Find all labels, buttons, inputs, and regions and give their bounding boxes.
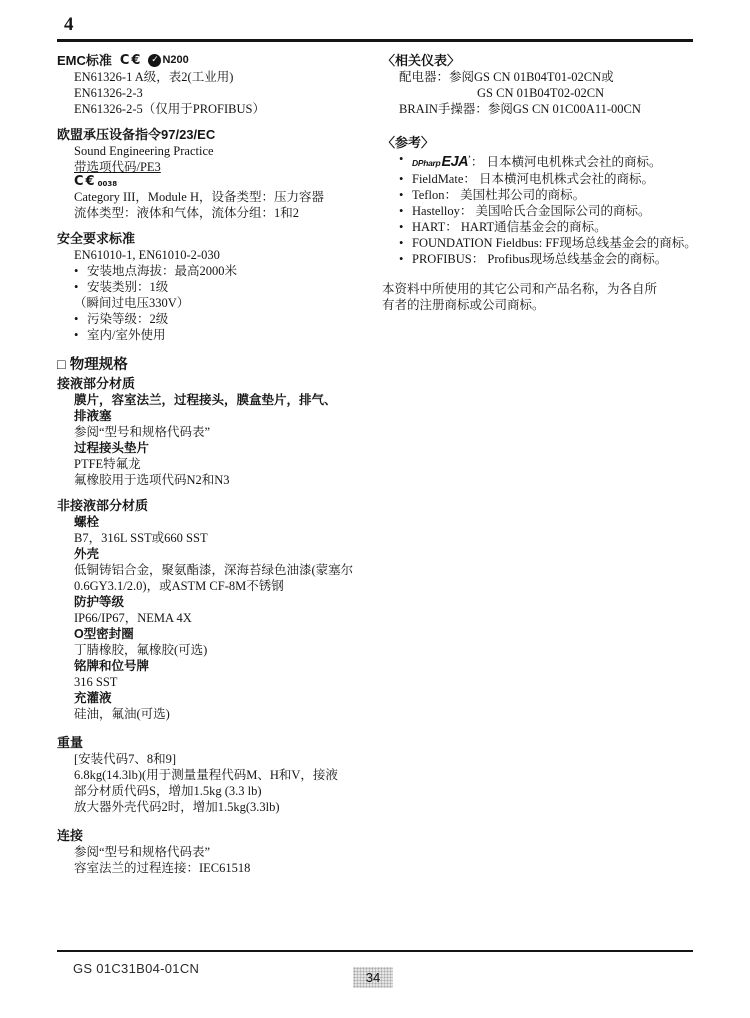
trademark-note-line: 有者的注册商标或公司商标。	[382, 298, 545, 313]
footer-rule	[57, 950, 693, 952]
section-connection	[57, 827, 379, 876]
oring-value: 丁腈橡胶，氟橡胶(可选)	[74, 643, 208, 657]
bullet-icon: •	[74, 328, 79, 342]
physical-title-row	[57, 355, 379, 375]
bullet-icon: •	[74, 280, 79, 294]
reference-item: • Teflon： 美国杜邦公司的商标。	[399, 188, 586, 203]
emc-item: EN61326-1 A级，表2(工业用)	[74, 70, 234, 84]
page-number-badge	[353, 967, 393, 988]
safety-bullet: • 安装地点海拔：最高2000米	[74, 264, 238, 278]
ped-fluid: 流体类型：液体和气体，流体分组：1和2	[74, 206, 300, 220]
section-physical	[57, 355, 379, 722]
section-related-instruments	[382, 52, 712, 117]
bullet-icon: •	[74, 312, 79, 326]
weight-line: 部分材质代码S，增加1.5kg (3.3 lb)	[74, 784, 262, 798]
reference-item-logo	[399, 151, 712, 171]
reference-item: • FOUNDATION Fieldbus: FF现场总线基金会的商标。	[399, 236, 697, 251]
emc-item: EN61326-2-5（仅用于PROFIBUS）	[74, 102, 265, 116]
safety-standards: EN61010-1, EN61010-2-030	[74, 248, 220, 262]
section-emc	[57, 52, 379, 117]
bullet-icon: •	[399, 236, 404, 251]
dpharp-logo: DPharp	[412, 158, 441, 169]
connection-title: 连接	[57, 828, 84, 843]
safety-note: （瞬间过电压330V）	[74, 296, 190, 310]
ped-option-code: 带选项代码/PE3	[74, 160, 161, 174]
weight-line: 6.8kg(14.3lb)(用于测量量程代码M、H和V，接液	[74, 768, 338, 782]
rating-title: 防护等级	[74, 595, 125, 609]
gasket-line: PTFE特氟龙	[74, 457, 141, 471]
page-section-number: 4	[64, 14, 74, 35]
oring-title: O型密封圈	[74, 627, 134, 641]
section-safety	[57, 230, 379, 343]
bullet-icon: •	[399, 188, 404, 203]
wetted-title: 接液部分材质	[57, 376, 136, 391]
square-marker-icon: □	[57, 357, 66, 373]
bullet-icon: •	[399, 152, 404, 166]
left-column	[57, 48, 379, 876]
reference-item: • PROFIBUS： Profibus现场总线基金会的商标。	[399, 252, 668, 267]
ped-title: 欧盟承压设备指令97/23/EC	[57, 127, 216, 142]
nonwetted-title: 非接液部分材质	[57, 498, 149, 513]
wetted-parts: 排液塞	[74, 409, 112, 423]
trademark-note-line: 本资料中所使用的其它公司和产品名称，为各自所	[382, 282, 658, 297]
safety-title: 安全要求标准	[57, 231, 136, 246]
trademark-note	[382, 281, 712, 313]
housing-title: 外壳	[74, 547, 100, 561]
wetted-parts: 膜片，容室法兰，过程接头，膜盒垫片，排气、	[74, 393, 337, 407]
safety-bullet: • 室内/室外使用	[74, 328, 166, 342]
related-line-cont: GS CN 01B04T02-02CN	[477, 86, 605, 100]
ce-mark-icon: C€	[119, 52, 143, 68]
fill-title: 充灌液	[74, 691, 112, 705]
gasket-title: 过程接头垫片	[74, 441, 150, 455]
housing-line: 低铜铸铝合金，聚氨酯漆，深海苔绿色油漆(蒙塞尔	[74, 563, 354, 577]
eja-logo: EJA	[441, 154, 469, 171]
bullet-icon: •	[399, 172, 404, 187]
bullet-icon: •	[399, 252, 404, 267]
eja-logo-mark: ’	[468, 154, 471, 163]
reference-item: • Hastelloy： 美国哈氏合金国际公司的商标。	[399, 204, 651, 219]
ped-ce-row	[74, 175, 379, 189]
nameplate-value: 316 SST	[74, 675, 118, 689]
document-number: GS 01C31B04-01CN	[73, 961, 200, 976]
trademark-desc: ： 日本横河电机株式会社的商标。	[470, 155, 662, 170]
related-line: 配电器：参阅GS CN 01B04T01-02CN或	[399, 70, 614, 84]
ped-category: Category III，Module H，设备类型：压力容器	[74, 190, 324, 204]
emc-title-row	[57, 52, 379, 69]
fill-value: 硅油，氟油(可选)	[74, 707, 170, 721]
section-reference	[382, 134, 712, 313]
ce-mark-icon: C€	[74, 174, 97, 189]
safety-bullet: • 安装类别：1级	[74, 280, 169, 294]
safety-bullet: • 污染等级：2级	[74, 312, 169, 326]
weight-line: [安装代码7、8和9]	[74, 752, 177, 766]
emc-item: EN61326-2-3	[74, 86, 143, 100]
rating-value: IP66/IP67，NEMA 4X	[74, 611, 192, 625]
bullet-icon: •	[74, 264, 79, 278]
spacer	[57, 488, 379, 497]
ped-practice: Sound Engineering Practice	[74, 144, 214, 158]
bullet-icon: •	[399, 220, 404, 235]
reference-item: • FieldMate： 日本横河电机株式会社的商标。	[399, 172, 655, 187]
section-weight	[57, 734, 379, 815]
gasket-line: 氟橡胶用于选项代码N2和N3	[74, 473, 230, 487]
bolts-value: B7，316L SST或660 SST	[74, 531, 208, 545]
rcm-ctick-icon: ✓	[148, 54, 161, 67]
physical-title: 物理规格	[69, 357, 128, 373]
weight-line: 放大器外壳代码2时，增加1.5kg(3.3lb)	[74, 800, 280, 814]
wetted-ref: 参阅“型号和规格代码表”	[74, 425, 211, 439]
related-line: BRAIN手操器：参阅GS CN 01C00A11-00CN	[399, 102, 641, 116]
reference-item: • HART： HART通信基金会的商标。	[399, 220, 607, 235]
housing-line: 0.6GY3.1/2.0)，或ASTM CF-8M不锈钢	[74, 579, 284, 593]
rcm-number: N200	[162, 54, 189, 66]
ce-notified-body: 0038	[97, 180, 118, 188]
bolts-title: 螺栓	[74, 515, 100, 529]
weight-title: 重量	[57, 735, 84, 750]
connection-line: 参阅“型号和规格代码表”	[74, 845, 211, 859]
connection-line: 容室法兰的过程连接：IEC61518	[74, 861, 251, 875]
related-title: 〈相关仪表〉	[382, 53, 461, 68]
nameplate-title: 铭牌和位号牌	[74, 659, 150, 673]
section-ped	[57, 126, 379, 221]
bullet-icon: •	[399, 204, 404, 219]
emc-title: EMC标准	[57, 53, 112, 68]
reference-title: 〈参考〉	[382, 135, 435, 150]
right-column	[382, 48, 712, 313]
header-rule	[57, 39, 693, 42]
page-number: 34	[365, 969, 381, 985]
